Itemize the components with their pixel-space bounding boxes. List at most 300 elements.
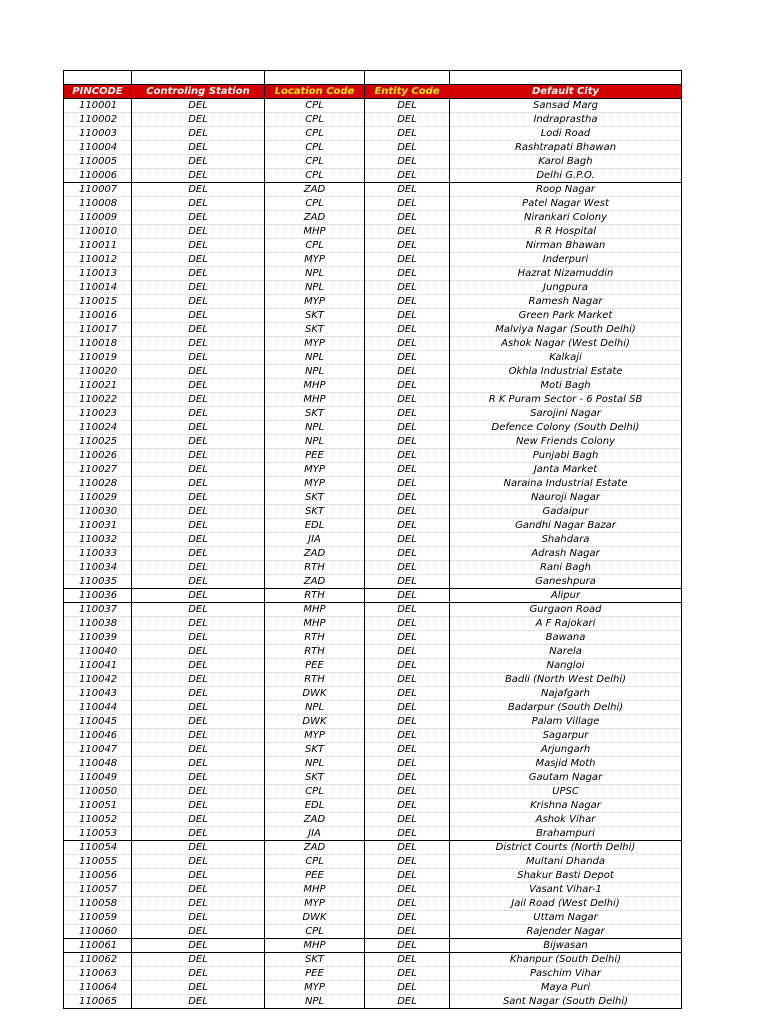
entity-code-cell[interactable]: DEL [365,813,450,827]
city-cell[interactable]: Bijwasan [450,939,682,953]
station-cell[interactable]: DEL [132,729,265,743]
pincode-cell[interactable]: 110038 [64,617,132,631]
station-cell[interactable]: DEL [132,267,265,281]
pincode-cell[interactable]: 110021 [64,379,132,393]
city-cell[interactable]: Badarpur (South Delhi) [450,701,682,715]
city-cell[interactable]: Karol Bagh [450,155,682,169]
location-code-cell[interactable]: MHP [265,393,365,407]
city-cell[interactable]: Jungpura [450,281,682,295]
city-cell[interactable]: Gautam Nagar [450,771,682,785]
station-cell[interactable]: DEL [132,169,265,183]
pincode-cell[interactable]: 110026 [64,449,132,463]
city-cell[interactable]: Kalkaji [450,351,682,365]
location-code-cell[interactable]: MHP [265,225,365,239]
station-cell[interactable]: DEL [132,449,265,463]
entity-code-cell[interactable]: DEL [365,785,450,799]
city-cell[interactable]: A F Rajokari [450,617,682,631]
location-code-cell[interactable]: DWK [265,715,365,729]
city-cell[interactable]: Bawana [450,631,682,645]
pincode-cell[interactable]: 110061 [64,939,132,953]
entity-code-cell[interactable]: DEL [365,239,450,253]
entity-code-cell[interactable]: DEL [365,617,450,631]
pincode-cell[interactable]: 110035 [64,575,132,589]
city-cell[interactable]: Masjid Moth [450,757,682,771]
location-code-cell[interactable]: CPL [265,197,365,211]
location-code-cell[interactable]: JIA [265,533,365,547]
station-cell[interactable]: DEL [132,995,265,1009]
location-code-cell[interactable]: CPL [265,127,365,141]
city-cell[interactable]: Jail Road (West Delhi) [450,897,682,911]
station-cell[interactable]: DEL [132,379,265,393]
city-cell[interactable]: Rani Bagh [450,561,682,575]
city-cell[interactable]: Krishna Nagar [450,799,682,813]
city-cell[interactable]: Sagarpur [450,729,682,743]
location-code-cell[interactable]: MHP [265,939,365,953]
location-code-cell[interactable]: RTH [265,589,365,603]
location-code-cell[interactable]: SKT [265,771,365,785]
pincode-cell[interactable]: 110034 [64,561,132,575]
location-code-cell[interactable]: SKT [265,491,365,505]
entity-code-cell[interactable]: DEL [365,631,450,645]
location-code-cell[interactable]: NPL [265,351,365,365]
station-cell[interactable]: DEL [132,771,265,785]
city-cell[interactable]: R K Puram Sector - 6 Postal SB [450,393,682,407]
city-cell[interactable]: Brahampuri [450,827,682,841]
entity-code-cell[interactable]: DEL [365,365,450,379]
station-cell[interactable]: DEL [132,295,265,309]
entity-code-cell[interactable]: DEL [365,841,450,855]
pincode-cell[interactable]: 110043 [64,687,132,701]
city-cell[interactable]: Adrash Nagar [450,547,682,561]
location-code-cell[interactable]: NPL [265,421,365,435]
station-cell[interactable]: DEL [132,617,265,631]
pincode-cell[interactable]: 110028 [64,477,132,491]
station-cell[interactable]: DEL [132,407,265,421]
location-code-cell[interactable]: MHP [265,883,365,897]
pincode-cell[interactable]: 110037 [64,603,132,617]
station-cell[interactable]: DEL [132,827,265,841]
city-cell[interactable]: Maya Puri [450,981,682,995]
station-cell[interactable]: DEL [132,463,265,477]
station-cell[interactable]: DEL [132,491,265,505]
station-cell[interactable]: DEL [132,197,265,211]
station-cell[interactable]: DEL [132,561,265,575]
entity-code-cell[interactable]: DEL [365,883,450,897]
entity-code-cell[interactable]: DEL [365,225,450,239]
station-cell[interactable]: DEL [132,155,265,169]
station-cell[interactable]: DEL [132,631,265,645]
location-code-cell[interactable]: CPL [265,141,365,155]
city-cell[interactable]: District Courts (North Delhi) [450,841,682,855]
entity-code-cell[interactable]: DEL [365,253,450,267]
station-cell[interactable]: DEL [132,575,265,589]
location-code-cell[interactable]: MYP [265,897,365,911]
entity-code-cell[interactable]: DEL [365,561,450,575]
station-cell[interactable]: DEL [132,855,265,869]
station-cell[interactable]: DEL [132,589,265,603]
entity-code-cell[interactable]: DEL [365,141,450,155]
city-cell[interactable]: Defence Colony (South Delhi) [450,421,682,435]
city-cell[interactable]: Ramesh Nagar [450,295,682,309]
city-cell[interactable]: Sansad Marg [450,99,682,113]
location-code-cell[interactable]: MHP [265,379,365,393]
city-cell[interactable]: Badli (North West Delhi) [450,673,682,687]
location-code-cell[interactable]: NPL [265,757,365,771]
pincode-cell[interactable]: 110031 [64,519,132,533]
location-code-cell[interactable]: RTH [265,645,365,659]
station-cell[interactable]: DEL [132,309,265,323]
city-cell[interactable]: Multani Dhanda [450,855,682,869]
pincode-cell[interactable]: 110002 [64,113,132,127]
station-cell[interactable]: DEL [132,743,265,757]
pincode-cell[interactable]: 110022 [64,393,132,407]
entity-code-cell[interactable]: DEL [365,575,450,589]
location-code-cell[interactable]: SKT [265,953,365,967]
pincode-cell[interactable]: 110046 [64,729,132,743]
city-cell[interactable]: Alipur [450,589,682,603]
header-entity-code[interactable]: Entity Code [365,85,450,99]
location-code-cell[interactable]: CPL [265,113,365,127]
entity-code-cell[interactable]: DEL [365,463,450,477]
station-cell[interactable]: DEL [132,253,265,267]
city-cell[interactable]: Khanpur (South Delhi) [450,953,682,967]
station-cell[interactable]: DEL [132,645,265,659]
entity-code-cell[interactable]: DEL [365,967,450,981]
entity-code-cell[interactable]: DEL [365,687,450,701]
location-code-cell[interactable]: SKT [265,505,365,519]
station-cell[interactable]: DEL [132,785,265,799]
city-cell[interactable]: Sarojini Nagar [450,407,682,421]
blank-cell[interactable] [450,71,682,85]
location-code-cell[interactable]: NPL [265,267,365,281]
pincode-cell[interactable]: 110063 [64,967,132,981]
city-cell[interactable]: Naraina Industrial Estate [450,477,682,491]
city-cell[interactable]: Malviya Nagar (South Delhi) [450,323,682,337]
entity-code-cell[interactable]: DEL [365,771,450,785]
entity-code-cell[interactable]: DEL [365,799,450,813]
city-cell[interactable]: Nangloi [450,659,682,673]
city-cell[interactable]: Nirankari Colony [450,211,682,225]
pincode-cell[interactable]: 110059 [64,911,132,925]
header-location-code[interactable]: Location Code [265,85,365,99]
pincode-cell[interactable]: 110036 [64,589,132,603]
entity-code-cell[interactable]: DEL [365,939,450,953]
entity-code-cell[interactable]: DEL [365,337,450,351]
pincode-cell[interactable]: 110017 [64,323,132,337]
location-code-cell[interactable]: CPL [265,925,365,939]
pincode-cell[interactable]: 110051 [64,799,132,813]
pincode-cell[interactable]: 110047 [64,743,132,757]
city-cell[interactable]: Lodi Road [450,127,682,141]
city-cell[interactable]: Moti Bagh [450,379,682,393]
pincode-cell[interactable]: 110052 [64,813,132,827]
city-cell[interactable]: Indraprastha [450,113,682,127]
pincode-cell[interactable]: 110018 [64,337,132,351]
city-cell[interactable]: R R Hospital [450,225,682,239]
location-code-cell[interactable]: ZAD [265,211,365,225]
station-cell[interactable]: DEL [132,757,265,771]
city-cell[interactable]: Rajender Nagar [450,925,682,939]
location-code-cell[interactable]: PEE [265,449,365,463]
entity-code-cell[interactable]: DEL [365,547,450,561]
pincode-cell[interactable]: 110039 [64,631,132,645]
city-cell[interactable]: Palam Village [450,715,682,729]
station-cell[interactable]: DEL [132,967,265,981]
entity-code-cell[interactable]: DEL [365,211,450,225]
city-cell[interactable]: Shakur Basti Depot [450,869,682,883]
station-cell[interactable]: DEL [132,939,265,953]
entity-code-cell[interactable]: DEL [365,267,450,281]
station-cell[interactable]: DEL [132,869,265,883]
pincode-cell[interactable]: 110056 [64,869,132,883]
entity-code-cell[interactable]: DEL [365,407,450,421]
entity-code-cell[interactable]: DEL [365,953,450,967]
entity-code-cell[interactable]: DEL [365,757,450,771]
pincode-cell[interactable]: 110041 [64,659,132,673]
entity-code-cell[interactable]: DEL [365,323,450,337]
pincode-cell[interactable]: 110044 [64,701,132,715]
entity-code-cell[interactable]: DEL [365,827,450,841]
location-code-cell[interactable]: ZAD [265,575,365,589]
entity-code-cell[interactable]: DEL [365,393,450,407]
entity-code-cell[interactable]: DEL [365,169,450,183]
location-code-cell[interactable]: DWK [265,687,365,701]
pincode-cell[interactable]: 110058 [64,897,132,911]
location-code-cell[interactable]: MYP [265,463,365,477]
pincode-cell[interactable]: 110062 [64,953,132,967]
station-cell[interactable]: DEL [132,659,265,673]
entity-code-cell[interactable]: DEL [365,645,450,659]
location-code-cell[interactable]: EDL [265,799,365,813]
entity-code-cell[interactable]: DEL [365,603,450,617]
pincode-cell[interactable]: 110008 [64,197,132,211]
station-cell[interactable]: DEL [132,883,265,897]
station-cell[interactable]: DEL [132,351,265,365]
station-cell[interactable]: DEL [132,799,265,813]
entity-code-cell[interactable]: DEL [365,995,450,1009]
header-controlling-station[interactable]: Controling Station [132,85,265,99]
location-code-cell[interactable]: NPL [265,365,365,379]
station-cell[interactable]: DEL [132,477,265,491]
entity-code-cell[interactable]: DEL [365,421,450,435]
entity-code-cell[interactable]: DEL [365,659,450,673]
station-cell[interactable]: DEL [132,603,265,617]
location-code-cell[interactable]: CPL [265,855,365,869]
city-cell[interactable]: Roop Nagar [450,183,682,197]
entity-code-cell[interactable]: DEL [365,449,450,463]
city-cell[interactable]: Nauroji Nagar [450,491,682,505]
pincode-cell[interactable]: 110024 [64,421,132,435]
entity-code-cell[interactable]: DEL [365,113,450,127]
station-cell[interactable]: DEL [132,981,265,995]
location-code-cell[interactable]: NPL [265,435,365,449]
entity-code-cell[interactable]: DEL [365,183,450,197]
pincode-cell[interactable]: 110023 [64,407,132,421]
entity-code-cell[interactable]: DEL [365,533,450,547]
header-default-city[interactable]: Default City [450,85,682,99]
city-cell[interactable]: Narela [450,645,682,659]
entity-code-cell[interactable]: DEL [365,295,450,309]
location-code-cell[interactable]: SKT [265,407,365,421]
city-cell[interactable]: Gandhi Nagar Bazar [450,519,682,533]
pincode-cell[interactable]: 110030 [64,505,132,519]
station-cell[interactable]: DEL [132,673,265,687]
entity-code-cell[interactable]: DEL [365,435,450,449]
entity-code-cell[interactable]: DEL [365,729,450,743]
station-cell[interactable]: DEL [132,183,265,197]
location-code-cell[interactable]: DWK [265,911,365,925]
station-cell[interactable]: DEL [132,127,265,141]
city-cell[interactable]: Gadaipur [450,505,682,519]
entity-code-cell[interactable]: DEL [365,281,450,295]
pincode-cell[interactable]: 110006 [64,169,132,183]
location-code-cell[interactable]: SKT [265,323,365,337]
entity-code-cell[interactable]: DEL [365,981,450,995]
station-cell[interactable]: DEL [132,911,265,925]
location-code-cell[interactable]: CPL [265,785,365,799]
location-code-cell[interactable]: RTH [265,673,365,687]
city-cell[interactable]: Delhi G.P.O. [450,169,682,183]
pincode-cell[interactable]: 110064 [64,981,132,995]
city-cell[interactable]: Sant Nagar (South Delhi) [450,995,682,1009]
location-code-cell[interactable]: PEE [265,659,365,673]
city-cell[interactable]: Shahdara [450,533,682,547]
location-code-cell[interactable]: MYP [265,253,365,267]
station-cell[interactable]: DEL [132,547,265,561]
location-code-cell[interactable]: MYP [265,477,365,491]
entity-code-cell[interactable]: DEL [365,477,450,491]
entity-code-cell[interactable]: DEL [365,127,450,141]
pincode-cell[interactable]: 110049 [64,771,132,785]
city-cell[interactable]: New Friends Colony [450,435,682,449]
entity-code-cell[interactable]: DEL [365,379,450,393]
pincode-cell[interactable]: 110015 [64,295,132,309]
city-cell[interactable]: Inderpuri [450,253,682,267]
entity-code-cell[interactable]: DEL [365,925,450,939]
pincode-cell[interactable]: 110040 [64,645,132,659]
location-code-cell[interactable]: NPL [265,995,365,1009]
pincode-cell[interactable]: 110004 [64,141,132,155]
station-cell[interactable]: DEL [132,421,265,435]
location-code-cell[interactable]: MHP [265,617,365,631]
station-cell[interactable]: DEL [132,533,265,547]
city-cell[interactable]: Nirman Bhawan [450,239,682,253]
pincode-cell[interactable]: 110053 [64,827,132,841]
location-code-cell[interactable]: MYP [265,295,365,309]
pincode-cell[interactable]: 110065 [64,995,132,1009]
city-cell[interactable]: Paschim Vihar [450,967,682,981]
pincode-cell[interactable]: 110027 [64,463,132,477]
blank-cell[interactable] [64,71,132,85]
entity-code-cell[interactable]: DEL [365,309,450,323]
pincode-cell[interactable]: 110005 [64,155,132,169]
pincode-cell[interactable]: 110055 [64,855,132,869]
station-cell[interactable]: DEL [132,393,265,407]
location-code-cell[interactable]: ZAD [265,813,365,827]
pincode-cell[interactable]: 110020 [64,365,132,379]
station-cell[interactable]: DEL [132,365,265,379]
location-code-cell[interactable]: PEE [265,869,365,883]
city-cell[interactable]: Janta Market [450,463,682,477]
location-code-cell[interactable]: JIA [265,827,365,841]
pincode-cell[interactable]: 110048 [64,757,132,771]
location-code-cell[interactable]: RTH [265,631,365,645]
city-cell[interactable]: Patel Nagar West [450,197,682,211]
entity-code-cell[interactable]: DEL [365,701,450,715]
pincode-cell[interactable]: 110007 [64,183,132,197]
location-code-cell[interactable]: CPL [265,169,365,183]
location-code-cell[interactable]: NPL [265,701,365,715]
location-code-cell[interactable]: PEE [265,967,365,981]
station-cell[interactable]: DEL [132,813,265,827]
city-cell[interactable]: Rashtrapati Bhawan [450,141,682,155]
pincode-cell[interactable]: 110012 [64,253,132,267]
location-code-cell[interactable]: EDL [265,519,365,533]
station-cell[interactable]: DEL [132,281,265,295]
pincode-cell[interactable]: 110014 [64,281,132,295]
city-cell[interactable]: Ashok Nagar (West Delhi) [450,337,682,351]
entity-code-cell[interactable]: DEL [365,897,450,911]
header-pincode[interactable]: PINCODE [64,85,132,99]
pincode-cell[interactable]: 110045 [64,715,132,729]
entity-code-cell[interactable]: DEL [365,911,450,925]
station-cell[interactable]: DEL [132,99,265,113]
pincode-cell[interactable]: 110009 [64,211,132,225]
location-code-cell[interactable]: ZAD [265,183,365,197]
location-code-cell[interactable]: MYP [265,981,365,995]
station-cell[interactable]: DEL [132,715,265,729]
station-cell[interactable]: DEL [132,323,265,337]
entity-code-cell[interactable]: DEL [365,715,450,729]
station-cell[interactable]: DEL [132,953,265,967]
station-cell[interactable]: DEL [132,225,265,239]
location-code-cell[interactable]: MYP [265,729,365,743]
station-cell[interactable]: DEL [132,211,265,225]
pincode-cell[interactable]: 110016 [64,309,132,323]
location-code-cell[interactable]: CPL [265,155,365,169]
pincode-cell[interactable]: 110033 [64,547,132,561]
pincode-cell[interactable]: 110011 [64,239,132,253]
city-cell[interactable]: Uttam Nagar [450,911,682,925]
station-cell[interactable]: DEL [132,519,265,533]
city-cell[interactable]: Ganeshpura [450,575,682,589]
station-cell[interactable]: DEL [132,925,265,939]
location-code-cell[interactable]: CPL [265,99,365,113]
station-cell[interactable]: DEL [132,113,265,127]
city-cell[interactable]: Okhla Industrial Estate [450,365,682,379]
entity-code-cell[interactable]: DEL [365,197,450,211]
station-cell[interactable]: DEL [132,337,265,351]
entity-code-cell[interactable]: DEL [365,99,450,113]
entity-code-cell[interactable]: DEL [365,743,450,757]
pincode-cell[interactable]: 110001 [64,99,132,113]
location-code-cell[interactable]: MHP [265,603,365,617]
location-code-cell[interactable]: ZAD [265,547,365,561]
location-code-cell[interactable]: CPL [265,239,365,253]
location-code-cell[interactable]: MYP [265,337,365,351]
city-cell[interactable]: Arjungarh [450,743,682,757]
pincode-cell[interactable]: 110019 [64,351,132,365]
pincode-cell[interactable]: 110057 [64,883,132,897]
pincode-cell[interactable]: 110032 [64,533,132,547]
pincode-cell[interactable]: 110013 [64,267,132,281]
location-code-cell[interactable]: NPL [265,281,365,295]
pincode-cell[interactable]: 110042 [64,673,132,687]
city-cell[interactable]: Green Park Market [450,309,682,323]
location-code-cell[interactable]: RTH [265,561,365,575]
city-cell[interactable]: Punjabi Bagh [450,449,682,463]
entity-code-cell[interactable]: DEL [365,491,450,505]
